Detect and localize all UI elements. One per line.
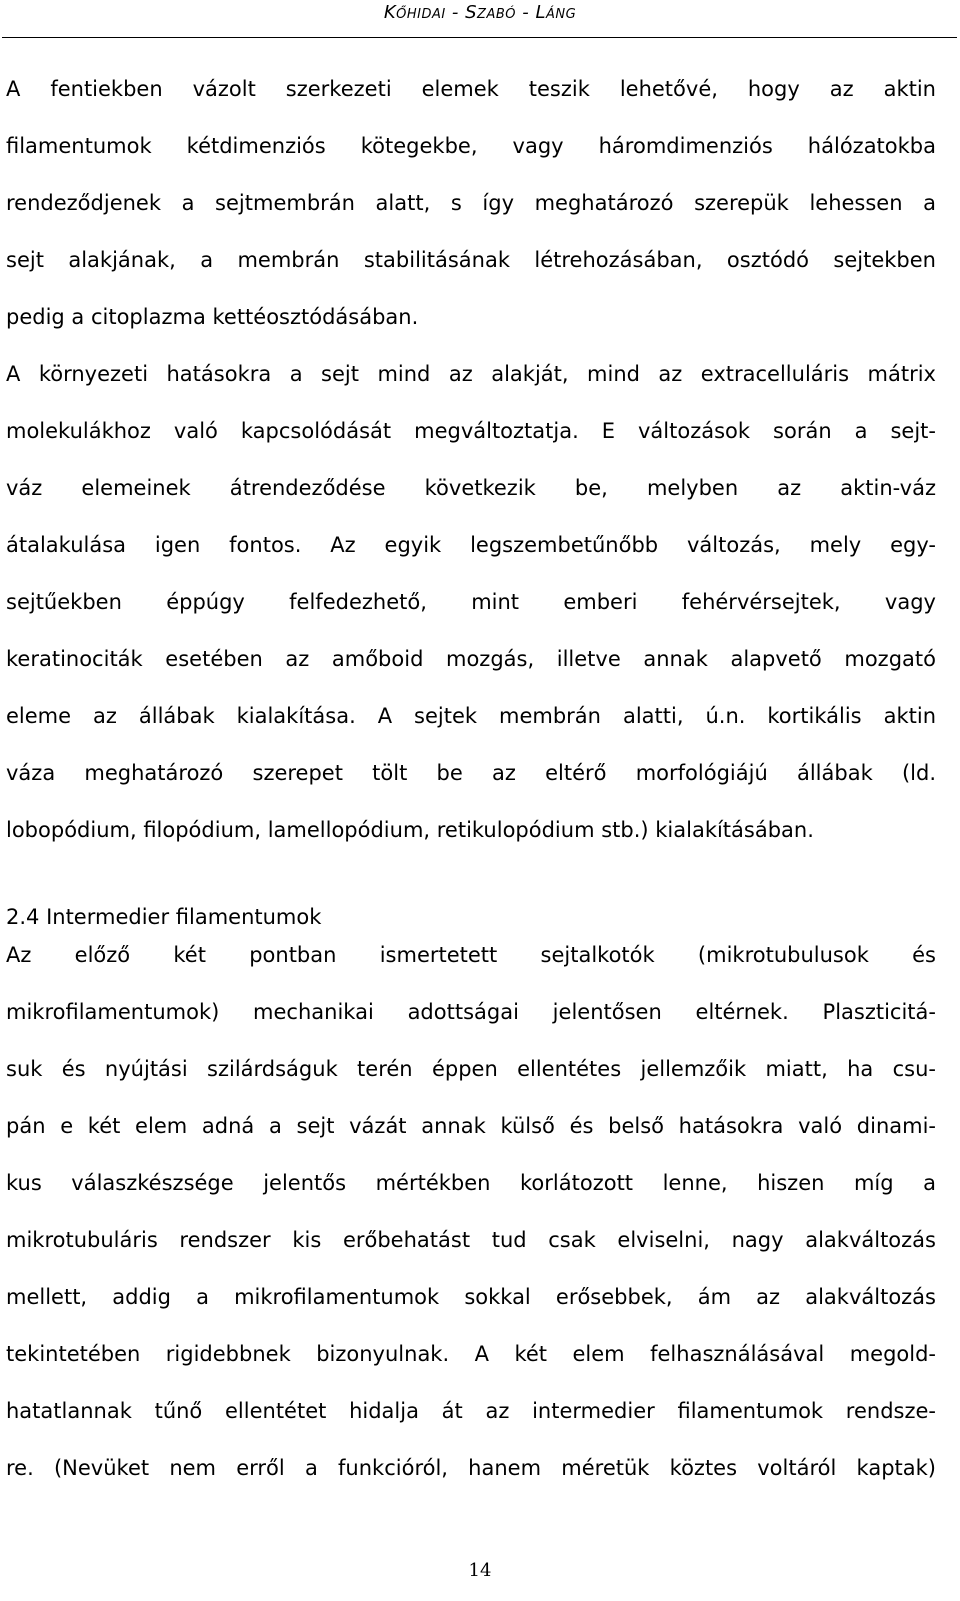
text-line: váz elemeinek átrendeződése következik be, melyben az aktin-váz bbox=[6, 476, 936, 500]
text-line: keratinociták esetében az amőboid mozgás, illetve annak alapvető mozgató bbox=[6, 647, 936, 671]
text-line: sejtűekben éppúgy felfedezhető, mint emberi fehérvérsejtek, vagy bbox=[6, 590, 936, 614]
text-line: váza meghatározó szerepet tölt be az eltérő morfológiájú állábak (ld. bbox=[6, 761, 936, 785]
text-line: molekulákhoz való kapcsolódását megváltoztatja. E változások során a sejt- bbox=[6, 419, 936, 443]
text-line: tekintetében rigidebbnek bizonyulnak. A két elem felhasználásával megold- bbox=[6, 1342, 936, 1366]
text-line: lobopódium, filopódium, lamellopódium, retikulopódium stb.) kialakításában. bbox=[6, 818, 814, 842]
text-line: eleme az állábak kialakítása. A sejtek membrán alatti, ú.n. kortikális aktin bbox=[6, 704, 936, 728]
header-divider bbox=[2, 37, 957, 38]
text-line: filamentumok kétdimenziós kötegekbe, vagy háromdimenziós hálózatokba bbox=[6, 134, 936, 158]
text-line: mikrotubuláris rendszer kis erőbehatást tud csak elviselni, nagy alakváltozás bbox=[6, 1228, 936, 1252]
running-header: Kőhidai - Szabó - Láng bbox=[383, 2, 577, 23]
page-number: 14 bbox=[468, 1560, 492, 1581]
text-line: A fentiekben vázolt szerkezeti elemek teszik lehetővé, hogy az aktin bbox=[6, 77, 936, 101]
text-line: suk és nyújtási szilárdságuk terén éppen ellentétes jellemzőik miatt, ha csu- bbox=[6, 1057, 936, 1081]
text-line: A környezeti hatásokra a sejt mind az alakját, mind az extracelluláris mátrix bbox=[6, 362, 936, 386]
text-line: re. (Nevüket nem erről a funkcióról, hanem méretük köztes voltáról kaptak) bbox=[6, 1456, 936, 1480]
text-line: rendeződjenek a sejtmembrán alatt, s így meghatározó szerepük lehessen a bbox=[6, 191, 936, 215]
text-line: Az előző két pontban ismertetett sejtalkotók (mikrotubulusok és bbox=[6, 943, 936, 967]
text-line: mellett, addig a mikrofilamentumok sokkal erősebbek, ám az alakváltozás bbox=[6, 1285, 936, 1309]
text-line: átalakulása igen fontos. Az egyik legszembetűnőbb változás, mely egy- bbox=[6, 533, 936, 557]
text-line: hatatlannak tűnő ellentétet hidalja át az intermedier filamentumok rendsze- bbox=[6, 1399, 936, 1423]
text-line: kus válaszkészsége jelentős mértékben korlátozott lenne, hiszen míg a bbox=[6, 1171, 936, 1195]
text-line: pedig a citoplazma kettéosztódásában. bbox=[6, 305, 419, 329]
section-heading: 2.4 Intermedier filamentumok bbox=[6, 905, 322, 929]
text-line: sejt alakjának, a membrán stabilitásának létrehozásában, osztódó sejtekben bbox=[6, 248, 936, 272]
text-line: mikrofilamentumok) mechanikai adottságai jelentősen eltérnek. Plaszticitá- bbox=[6, 1000, 936, 1024]
text-line: pán e két elem adná a sejt vázát annak külső és belső hatásokra való dinami- bbox=[6, 1114, 936, 1138]
